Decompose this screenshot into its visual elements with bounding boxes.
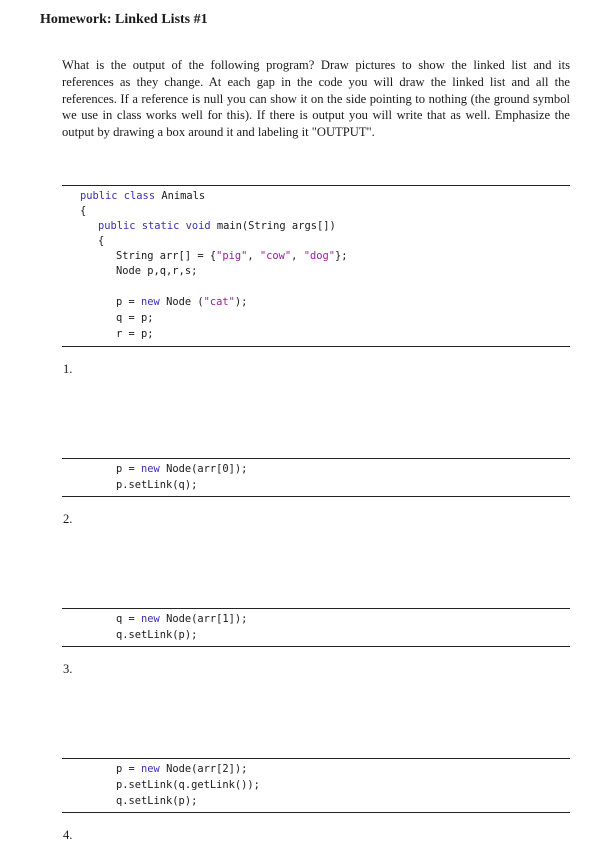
code-text: p = xyxy=(116,463,142,475)
code-keyword: new xyxy=(141,463,160,475)
code-text: Node(arr[2]); xyxy=(159,763,248,775)
code-block-bottom-rule xyxy=(62,646,570,647)
code-block-top-rule xyxy=(62,608,570,609)
code-keyword: new xyxy=(141,613,160,625)
code-text: p = xyxy=(116,763,142,775)
gap-number: 4. xyxy=(63,828,73,842)
code-keyword: new xyxy=(141,763,160,775)
code-line: { xyxy=(98,235,105,247)
instructions-paragraph: What is the output of the following program? Draw pictures to show the linked list and its references as they change. At each gap in the code you will draw the linked list and all the references. If a reference is null you can show it on the side pointing to nothing (the ground symbol we use in class works well for this). If there is output you will write that as well. Emphasize the output by drawing a box around it and labeling it "OUTPUT". xyxy=(62,58,570,140)
code-block-top-rule xyxy=(62,458,570,459)
code-line xyxy=(116,613,247,625)
code-text: , xyxy=(247,250,260,262)
code-block-bottom-rule xyxy=(62,496,570,497)
code-line xyxy=(116,250,347,262)
gap-number: 2. xyxy=(63,512,73,526)
code-text: main(String args[]) xyxy=(210,220,336,232)
gap-number: 3. xyxy=(63,662,73,676)
code-line xyxy=(116,763,247,775)
code-block-top-rule xyxy=(62,758,570,759)
code-text: String arr[] = { xyxy=(116,250,217,262)
code-string: "cow" xyxy=(259,250,292,262)
code-line xyxy=(80,190,205,202)
code-text: q = xyxy=(116,613,142,625)
code-text: ); xyxy=(234,296,248,308)
code-keyword: public static void xyxy=(98,220,211,232)
code-line: q.setLink(p); xyxy=(116,629,198,641)
code-text: , xyxy=(291,250,304,262)
code-line: p.setLink(q.getLink()); xyxy=(116,779,260,791)
code-text: Node ( xyxy=(159,296,204,308)
code-line xyxy=(116,296,247,308)
code-string: "pig" xyxy=(216,250,248,262)
code-keyword: new xyxy=(141,296,160,308)
code-line xyxy=(116,463,247,475)
code-line: { xyxy=(80,205,87,217)
page-title: Homework: Linked Lists #1 xyxy=(40,12,208,27)
code-line: p.setLink(q); xyxy=(116,479,198,491)
code-line: Node p,q,r,s; xyxy=(116,265,198,277)
code-text: p = xyxy=(116,296,142,308)
code-line: r = p; xyxy=(116,328,154,340)
code-text: Node(arr[1]); xyxy=(159,613,248,625)
code-keyword: public class xyxy=(80,190,156,202)
code-text: Node(arr[0]); xyxy=(159,463,248,475)
gap-number: 1. xyxy=(63,362,73,376)
code-text: }; xyxy=(334,250,348,262)
code-string: "cat" xyxy=(203,296,235,308)
code-line: q = p; xyxy=(116,312,154,324)
code-line xyxy=(98,220,336,232)
code-string: "dog" xyxy=(303,250,335,262)
code-block-top-rule xyxy=(62,185,570,186)
code-text: Animals xyxy=(155,190,206,202)
code-block-bottom-rule xyxy=(62,812,570,813)
code-line: q.setLink(p); xyxy=(116,795,198,807)
code-block-bottom-rule xyxy=(62,346,570,347)
